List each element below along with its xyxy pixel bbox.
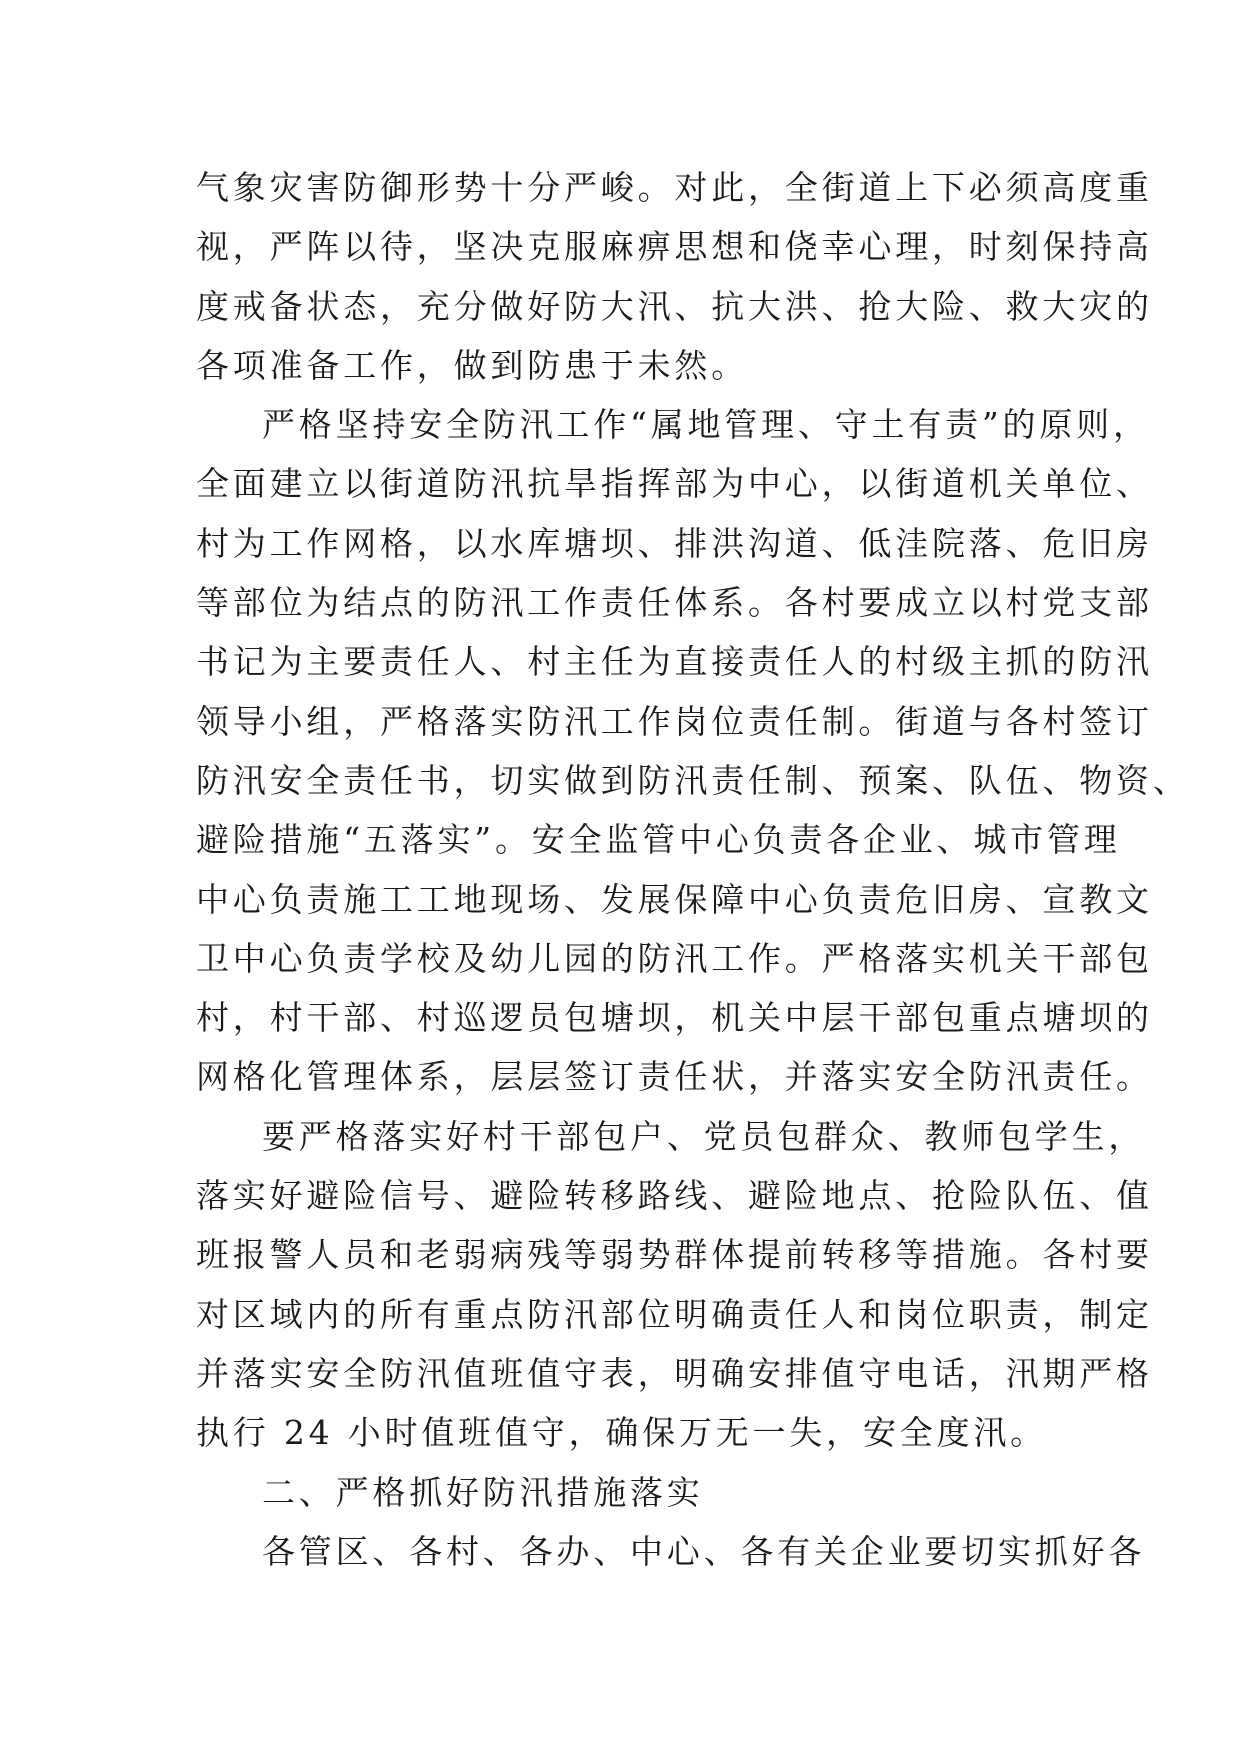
text-line: 视，严阵以待，坚决克服麻痹思想和侥幸心理，时刻保持高	[196, 227, 1153, 267]
text-line: 班报警人员和老弱病残等弱势群体提前转移等措施。各村要	[196, 1235, 1153, 1275]
text-line: 网格化管理体系，层层签订责任状，并落实安全防汛责任。	[196, 1057, 1153, 1097]
text-line: 落实好避险信号、避险转移路线、避险地点、抢险队伍、值	[196, 1176, 1153, 1216]
text-line: 并落实安全防汛值班值守表，明确安排值守电话，汛期严格	[196, 1353, 1153, 1393]
text-line: 各管区、各村、各办、中心、各有关企业要切实抓好各	[262, 1531, 1146, 1571]
text-line: 严格坚持安全防汛工作“属地管理、守土有责”的原则，	[262, 405, 1150, 445]
text-line: 全面建立以街道防汛抗旱指挥部为中心，以街道机关单位、	[196, 464, 1153, 504]
body-text	[196, 158, 1190, 1581]
text-line: 气象灾害防御形势十分严峻。对此，全街道上下必须高度重	[196, 168, 1153, 207]
text-line: 村，村干部、村巡逻员包塘坝，机关中层干部包重点塘坝的	[196, 998, 1153, 1038]
text-line: 避险措施“五落实”。安全监管中心负责各企业、城市管理	[196, 820, 1121, 860]
text-line: 各项准备工作，做到防患于未然。	[196, 345, 748, 385]
text-line: 村为工作网格，以水库塘坝、排洪沟道、低洼院落、危旧房	[196, 523, 1153, 563]
text-line: 二、严格抓好防汛措施落实	[262, 1472, 704, 1512]
text-line: 卫中心负责学校及幼儿园的防汛工作。严格落实机关干部包	[196, 938, 1153, 978]
text-line: 对区域内的所有重点防汛部位明确责任人和岗位职责，制定	[196, 1294, 1153, 1334]
text-line: 等部位为结点的防汛工作责任体系。各村要成立以村党支部	[196, 583, 1153, 623]
text-line: 防汛安全责任书，切实做到防汛责任制、预案、队伍、物资、	[196, 760, 1190, 800]
text-line: 领导小组，严格落实防汛工作岗位责任制。街道与各村签订	[196, 701, 1153, 741]
text-line: 要严格落实好村干部包户、党员包群众、教师包学生，	[262, 1116, 1146, 1156]
text-line: 书记为主要责任人、村主任为直接责任人的村级主抓的防汛	[196, 642, 1153, 682]
text-line: 度戒备状态，充分做好防大汛、抗大洪、抢大险、救大灾的	[196, 286, 1153, 326]
text-line: 中心负责施工工地现场、发展保障中心负责危旧房、宣教文	[196, 879, 1153, 919]
text-line: 执行 24 小时值班值守，确保万无一失，安全度汛。	[196, 1413, 1047, 1453]
